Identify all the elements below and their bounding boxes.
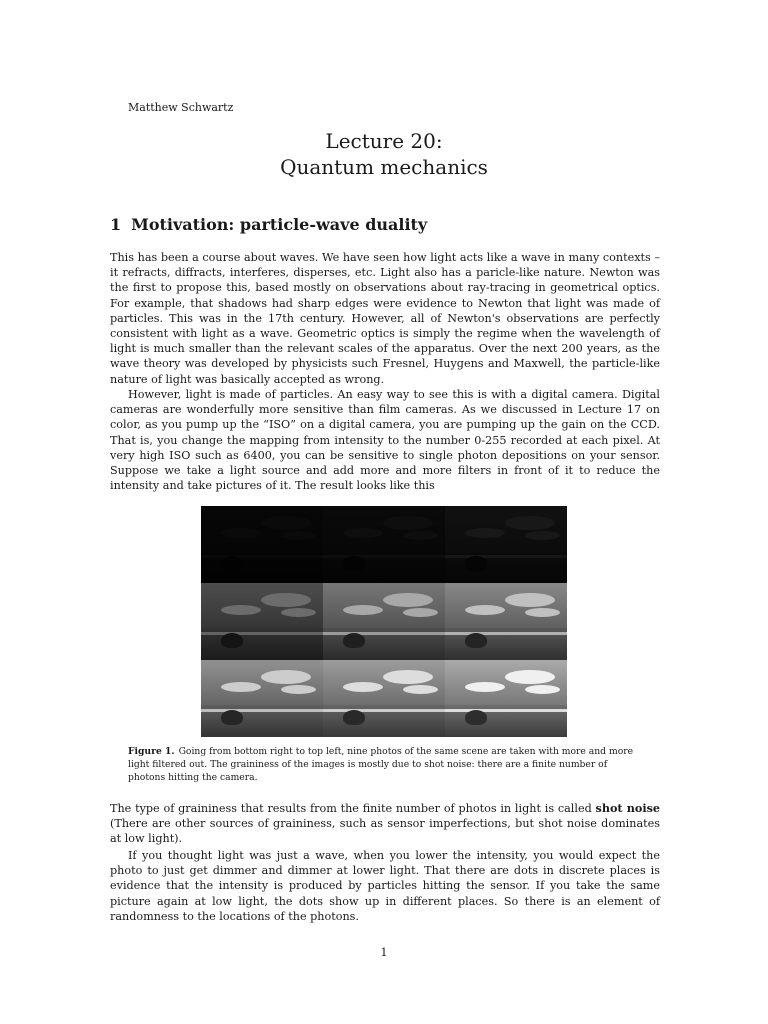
figure-caption-text: Going from bottom right to top left, nine photos of the same scene are taken with more and more light filtered out. The graininess of the images is mostly due to shot noise: there are a finite number of photons hitting the camera. <box>128 746 634 783</box>
paragraph-3-start: The type of graininess that results from the finite number of photos in light is called <box>110 802 596 815</box>
section-heading <box>110 215 427 234</box>
paragraph-4: If you thought light was just a wave, when you lower the intensity, you would expect the photo to just get dimmer and dimmer at lower light. That there are dots in discrete places is evidence that the intensity is produced by particles hitting the sensor. If you take the same picture again at low light, the dots show up in different places. So there is an element of randomness to the locations of the photons. <box>110 849 660 923</box>
photo-tile <box>201 583 323 660</box>
page-number: 1 <box>380 946 388 959</box>
photo-tile <box>201 660 323 737</box>
section-title: Motivation: particle-wave duality <box>131 215 428 234</box>
photo-tile <box>445 583 567 660</box>
section-number: 1 <box>110 215 122 234</box>
lecture-title <box>0 128 768 180</box>
figure-photo-grid <box>201 506 567 737</box>
photo-tile <box>323 506 445 583</box>
author: Matthew Schwartz <box>128 101 234 114</box>
title-line-2: Quantum mechanics <box>280 155 488 179</box>
title-line-1: Lecture 20: <box>325 129 443 153</box>
photo-tile <box>323 660 445 737</box>
photo-tile <box>201 506 323 583</box>
term-shot-noise: shot noise <box>595 801 660 815</box>
paragraph-3-end: (There are other sources of graininess, such as sensor imperfections, but shot noise dominates at low light). <box>110 817 660 846</box>
photo-tile <box>323 583 445 660</box>
paragraph-1: This has been a course about waves. We have seen how light acts like a wave in many contexts – it refracts, diffracts, interferes, disperses, etc. Light also has a paricle-like nature. Newton was the first to propose this, based mostly on observations about ray-tracing in geometrical optics. For example, that shadows had sharp edges were evidence to Newton that light was made of particles. This was in the 17th century. However, all of Newton's observations are perfectly consistent with light as a wave. Geometric optics is simply the regime when the wavelength of light is much smaller than the relevant scales of the apparatus. Over the next 200 years, as the wave theory was developed by physicists such Fresnel, Huygens and Maxwell, the particle-like nature of light was basically accepted as wrong. <box>110 251 660 386</box>
figure-caption <box>128 745 643 784</box>
figure-label: Figure 1. <box>128 746 175 757</box>
paragraph-3 <box>110 801 660 847</box>
photo-tile <box>445 660 567 737</box>
photo-tile <box>445 506 567 583</box>
paragraph-2: However, light is made of particles. An easy way to see this is with a digital camera. Digital cameras are wonderfully more sensitive than film cameras. As we discussed in Lecture 17 on color, as you pump up the “ISO” on a digital camera, you are pumping up the gain on the CCD. That is, you change the mapping from intensity to the number 0-255 recorded at each pixel. At very high ISO such as 6400, you can be sensitive to single photon depositions on your sensor. Suppose we take a light source and add more and more filters in front of it to reduce the intensity and take pictures of it. The result looks like this <box>110 388 660 493</box>
